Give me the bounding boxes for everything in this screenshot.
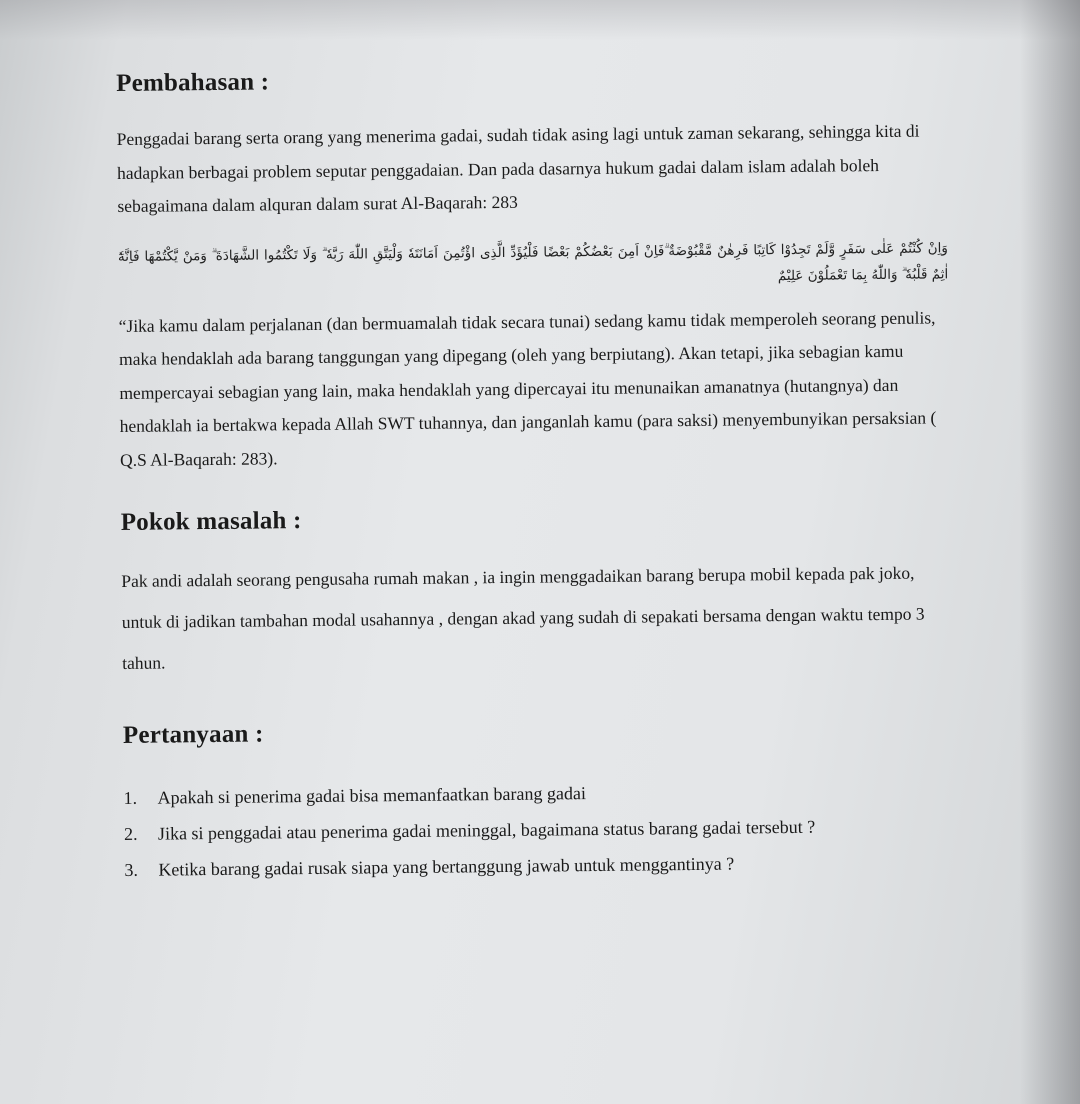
question-text: Jika si penggadai atau penerima gadai meninggal, bagaimana status barang gadai tersebut ? — [157, 816, 816, 844]
question-list — [123, 771, 954, 888]
photo-shadow-top — [0, 0, 1080, 40]
heading-pertanyaan: Pertanyaan : — [122, 720, 264, 749]
verse-translation: “Jika kamu dalam perjalanan (dan bermuamalah tidak secara tunai) sedang kamu tidak memperoleh seorang penulis, maka hendaklah ada barang tanggungan yang dipegang (oleh yang berpiutang). Akan tetapi, jika sebagian kamu mempercayai sebagian yang lain, maka hendaklah yang dipercayai itu menunaikan amanatnya (hutangnya) dan hendaklah ia bertakwa kepada Allah SWT tuhannya, dan janganlah kamu (para saksi) menyembunyikan persaksian ( Q.S Al-Baqarah: 283). — [118, 306, 937, 470]
question-number: 1. — [123, 787, 138, 808]
question-text: Apakah si penerima gadai bisa memanfaatkan barang gadai — [157, 783, 587, 808]
pokok-masalah-text: Pak andi adalah seorang pengusaha rumah makan , ia ingin menggadaikan barang berupa mobil kepada pak joko, untuk di jadikan tambahan modal usahannya , dengan akad yang sudah di sepakati bersama dengan waktu tempo 3 tahun. — [121, 562, 925, 673]
question-number: 3. — [124, 859, 138, 880]
heading-pokok-masalah: Pokok masalah : — [120, 507, 302, 536]
list-item — [124, 843, 954, 888]
quran-verse-arabic: وَاِنْ كُنْتُمْ عَلٰى سَفَرٍ وَّلَمْ تَجِدُوْا كَاتِبًا فَرِهٰنٌ مَّقْبُوْضَةٌ ۗفَاِنْ اَمِنَ بَعْضُكُمْ بَعْضًا فَلْيُؤَدِّ الَّذِى اؤْتُمِنَ اَمَانَتَهٗ وَلْيَتَّقِ اللّٰهَ رَبَّهٗ ۗ وَلَا تَكْتُمُوا الشَّهَادَةَ ۗ وَمَنْ يَّكْتُمْهَا فَاِنَّهٗٓ اٰثِمٌ قَلْبُهٗ ۗ وَاللّٰهُ بِمَا تَعْمَلُوْنَ عَلِيْمٌ — [117, 239, 949, 284]
question-number: 2. — [123, 823, 138, 844]
document-page — [116, 61, 955, 888]
photo-shadow-right — [1020, 0, 1080, 1104]
heading-pembahasan: Pembahasan : — [116, 68, 270, 97]
question-text: Ketika barang gadai rusak siapa yang bertanggung jawab untuk menggantinya ? — [158, 853, 735, 880]
pembahasan-intro: Penggadai barang serta orang yang menerima gadai, sudah tidak asing lagi untuk zaman sekarang, sehingga kita di hadapkan berbagai problem seputar penggadaian. Dan pada dasarnya hukum gadai dalam islam adalah boleh sebagaimana dalam alquran dalam surat Al-Baqarah: 283 — [116, 120, 920, 216]
